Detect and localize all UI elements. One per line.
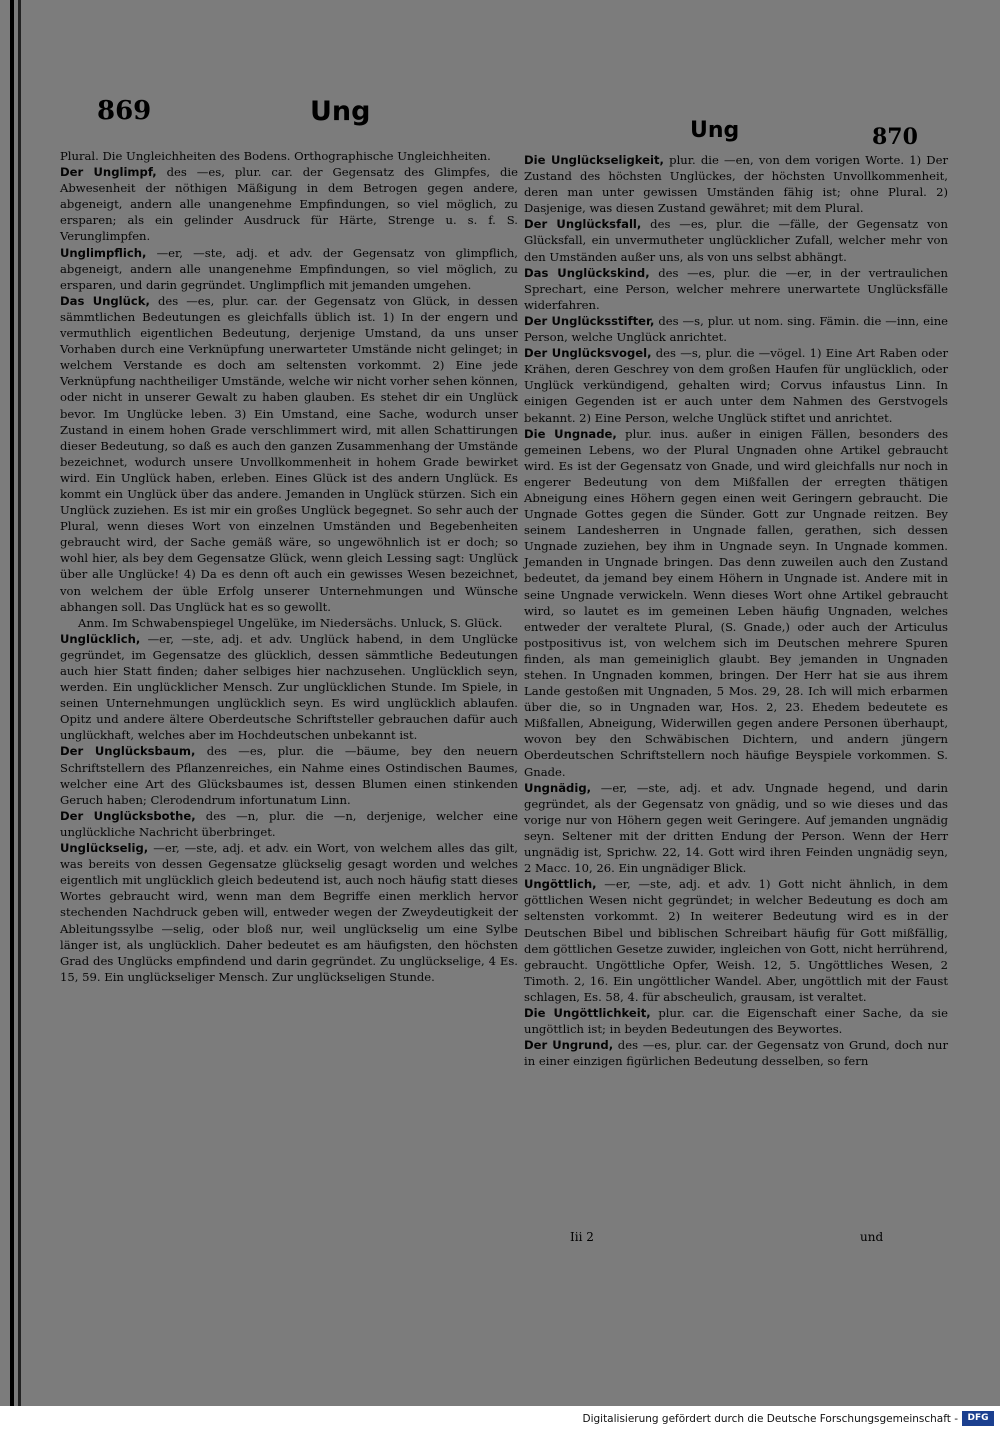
entry-text: des —es, plur. car. der Gegensatz von Glück, in dessen sämmtlichen Bedeutungen es gleichfalls üblich ist. 1) In der engern und vermuthlich eigentlichen Bedeutung, derjenige Umstand, da uns unser Vorhaben durch eine Verknüpfung unerwarteter Umstände nicht gelinget; in welchem Verstande es doch am seltensten vorkommt. 2) Eine jede Verknüpfung nachtheiliger Umstände, welche wir nicht vorher sehen können, oder nicht in unserer Gewalt zu haben glauben. Es stehet dir ein Unglück bevor. Im Unglücke leben. 3) Ein Umstand, eine Sache, wodurch unser Zustand in einem hohen Grade verschlimmert wird, mit allen Schattirungen dieser Bedeutung, so daß es auch den ganzen Zusammenhang der Umstände bezeichnet, wodurch unsere Unvollkommenheit in hohem Grade bewirket wird. Ein Unglück haben, erleben. Eines Glück ist des andern Unglück. Es kommt ein Unglück über das andere. Jemanden in Unglück stürzen. Sich ein Unglück zuziehen. Es ist mir ein großes Unglück begegnet. So sehr auch der Plural, wenn dieses Wort von einzelnen Umständen und Begebenheiten gebraucht wird, der Sache gemäß wäre, so ungewöhnlich ist er doch; so wohl hier, als bey dem Gegensatze Glück, wenn gleich Lessing sagt: Unglück über alle Unglücke! 4) Da es denn oft auch ein gewisses Wesen bezeichnet, von welchem der üble Erfolg unserer Unternehmungen und Wünsche abhangen soll. Das Unglück hat es so gewollt. bbox=[60, 293, 519, 614]
right-column bbox=[524, 152, 948, 1069]
entry-text: des —es, plur. die —er, in der vertraulichen Sprechart, eine Person, welcher mehrere unerwartete Unglücksfälle widerfahren. bbox=[524, 265, 948, 312]
entry-headword: Ungöttlich, bbox=[524, 877, 597, 892]
entry-headword: Der Ungrund, bbox=[524, 1038, 614, 1053]
entry-text: —er, —ste, adj. et adv. ein Wort, von welchem alles das gilt, was bereits von dessen Gegensatze glückselig gesagt worden und welches eigentlich mit unglücklich gleich bedeutend ist, auch noch häufig statt dieses Wortes gebraucht wird, wenn man dem Begriffe einen merklich hervor stechenden Nachdruck geben will, entweder wegen der Zweydeutigkeit der Ableitungssylbe —selig, oder bloß nur, weil unglückselig um eine Sylbe länger ist, als unglücklich. Daher bedeutet es am häufigsten, den höchsten Grad des Unglücks empfindend und darin gegründet. Zu unglückselige, 4 Es. 15, 59. Ein unglückseliger Mensch. Zur unglückseligen Stunde. bbox=[60, 841, 518, 984]
entry-text: des —es, plur. car. der Gegensatz des Glimpfes, die Abwesenheit der nöthigen Mäßigung in dem Betrogen gegen andere, abgeneigt, andern alle unangenehme Empfindungen, so viel möglich, zu ersparen; als ein gelinder Ausdruck für Härte, Strenge u. s. f. S. Verunglimpfen. bbox=[60, 165, 518, 244]
dictionary-entry bbox=[60, 293, 518, 615]
dictionary-entry bbox=[60, 840, 518, 985]
entry-text: —er, —ste, adj. et adv. Ungnade hegend, und darin gegründet, als der Gegensatz von gnädig, und so wie dieses und das vorige nur von Höhern gegen weit Geringere. Auf jemanden ungnädig seyn. Seltener mit der dritten Endung der Person. Wenn der Herr ungnädig ist, Sprichw. 22, 14. Gott wird ihren Feinden ungnädig seyn, 2 Macc. 10, 26. Ein ungnädiger Blick. bbox=[524, 780, 948, 876]
entry-text: Anm. Im Schwabenspiegel Ungelüke, im Niedersächs. Unluck, S. Glück. bbox=[78, 615, 503, 630]
left-page-number: 869 bbox=[97, 96, 152, 126]
dictionary-entry bbox=[60, 743, 518, 807]
entry-text: plur. inus. außer in einigen Fällen, besonders des gemeinen Lebens, wo der Plural Ungnaden ohne Artikel gebraucht wird. Es ist der Gegensatz von Gnade, und wird gleichfalls nur noch in engerer Bedeutung von dem Mißfallen der erregten thätigen Abneigung eines Höhern gegen einen weit Geringern gebraucht. Die Ungnade Gottes gegen die Sünder. Gott zur Ungnade reitzen. Bey seinem Landesherren in Ungnade fallen, gerathen, sich dessen Ungnade zuziehen, bey ihm in Ungnade seyn. In Ungnade kommen. Jemanden in Ungnade bringen. Das denn zuweilen auch den Zustand bedeutet, da jemand bey einem Höhern in Ungnade ist. Andere mit in seine Ungnade verwickeln. Wenn dieses Wort ohne Artikel gebraucht wird, so lautet es im gemeinen Leben häufig Ungnaden, welches entweder der veraltete Plural, (S. Gnade,) oder auch der Articulus postpositivus ist, von welchem sich im Deutschen mehrere Spuren finden, als man gemeiniglich glaubt. Bey jemanden in Ungnaden stehen. In Ungnaden kommen, bringen. Der Herr hat sie aus ihrem Lande gestoßen mit Ungnaden, 5 Mos. 29, 28. Ich will mich erbarmen über die, so in Ungnaden war, Hos. 2, 23. Ehedem bedeutete es Mißfallen, Abneigung, Widerwillen gegen andere Personen überhaupt, wovon bey den Schwäbischen Dichtern, und andern jüngern Oberdeutschen Schriftstellern noch häufige Beyspiele vorkommen. S. Gnade. bbox=[524, 426, 949, 779]
catchword: und bbox=[860, 1230, 884, 1244]
page-edge-shadow bbox=[18, 0, 21, 1406]
dictionary-entry bbox=[60, 615, 518, 631]
entry-headword: Die Ungnade, bbox=[524, 426, 617, 441]
entry-text: Plural. Die Ungleichheiten des Bodens. Orthographische Ungleichheiten. bbox=[60, 149, 491, 163]
entry-text: des —s, plur. die —vögel. 1) Eine Art Raben oder Krähen, deren Geschrey von dem großen Haufen für unglücklich, oder Unglück verkündigend, gehalten wird; Corvus infaustus Linn. In einigen Gegenden ist er auch unter dem Nahmen des Gerstvogels bekannt. 2) Eine Person, welche Unglück stiftet und anrichtet. bbox=[524, 346, 949, 425]
page-edge bbox=[10, 0, 14, 1406]
dictionary-entry bbox=[524, 216, 948, 264]
entry-text: des —s, plur. ut nom. sing. Fämin. die —inn, eine Person, welche Unglück anrichtet. bbox=[524, 313, 949, 345]
dictionary-entry bbox=[524, 780, 948, 877]
entry-headword: Die Unglückseligkeit, bbox=[524, 153, 664, 167]
entry-text: des —es, plur. car. der Gegensatz von Grund, doch nur in einer einzigen figürlichen Bedeutung desselben, so fern bbox=[524, 1038, 949, 1069]
right-running-head: Ung bbox=[690, 118, 740, 143]
signature-mark: Iii 2 bbox=[570, 1230, 594, 1244]
dictionary-entry bbox=[60, 808, 518, 840]
entry-text: —er, —ste, adj. et adv. Unglück habend, in dem Unglücke gegründet, im Gegensatze des glücklich, dessen sämmtliche Bedeutungen auch hier Statt finden; daher selbiges hier nachzusehen. Unglücklich seyn, werden. Ein unglücklicher Mensch. Zur unglücklichen Stunde. Im Spiele, in seinen Unternehmungen unglücklich seyn. Es wird unglücklich ablaufen. Opitz und andere ältere Oberdeutsche Schriftsteller gebrauchen dafür auch unglückhaft, welches aber im Hochdeutschen unbekannt ist. bbox=[60, 631, 519, 743]
dictionary-entry bbox=[524, 345, 948, 425]
right-page-number: 870 bbox=[872, 124, 918, 150]
footer-bar bbox=[0, 1406, 1000, 1432]
entry-text: —er, —ste, adj. et adv. der Gegensatz von glimpflich, abgeneigt, andern alle unangenehme Empfindungen, so viel möglich, zu ersparen, und darin gegründet. Unglimpflich mit jemanden umgehen. bbox=[60, 245, 518, 292]
left-running-head: Ung bbox=[310, 96, 371, 127]
entry-headword: Unglückselig, bbox=[60, 841, 149, 856]
entry-text: des —es, plur. die —bäume, bey den neuern Schriftstellern des Pflanzenreiches, ein Nahme eines Ostindischen Baumes, welcher eine Art des Glücksbaumes ist, dessen Blumen einen stinkenden Geruch haben; Clerodendrum infortunatum Linn. bbox=[60, 744, 519, 807]
funding-notice: Digitalisierung gefördert durch die Deutsche Forschungsgemeinschaft - bbox=[582, 1413, 958, 1425]
dictionary-entry bbox=[524, 1005, 948, 1037]
dictionary-entry bbox=[60, 148, 518, 164]
entry-text: des —n, plur. die —n, derjenige, welcher eine unglückliche Nachricht überbringet. bbox=[60, 808, 518, 839]
entry-headword: Der Unglücksfall, bbox=[524, 217, 642, 232]
dictionary-entry bbox=[524, 426, 948, 780]
entry-headword: Die Ungöttlichkeit, bbox=[524, 1005, 651, 1020]
dictionary-entry bbox=[60, 631, 518, 744]
entry-headword: Der Unglimpf, bbox=[60, 165, 157, 180]
entry-headword: Das Unglück, bbox=[60, 293, 150, 308]
entry-text: —er, —ste, adj. et adv. 1) Gott nicht ähnlich, in dem göttlichen Wesen nicht gegründet; in welcher Bedeutung es doch am seltensten vorkommt. 2) In weiterer Bedeutung wird es in der Deutschen Bibel und biblischen Schreibart häufig für Gott mißfällig, dem göttlichen Gesetze zuwider, ingleichen von Gott, nicht herrührend, gebraucht. Ungöttliche Opfer, Weish. 12, 5. Ungöttliches Wesen, 2 Timoth. 2, 16. Ein ungöttlicher Wandel. Aber, ungöttlich mit der Faust schlagen, Es. 58, 4. für abscheulich, grausam, ist veraltet. bbox=[524, 877, 948, 1004]
dictionary-entry bbox=[524, 1037, 948, 1069]
entry-headword: Das Unglückskind, bbox=[524, 265, 650, 280]
entry-headword: Der Unglücksvogel, bbox=[524, 346, 652, 361]
entry-headword: Der Unglücksstifter, bbox=[524, 313, 655, 328]
entry-text: plur. car. die Eigenschaft einer Sache, da sie ungöttlich ist; in beyden Bedeutungen des Beywortes. bbox=[524, 1005, 948, 1037]
dictionary-entry bbox=[60, 245, 518, 293]
dictionary-entry bbox=[524, 152, 948, 216]
left-column bbox=[60, 148, 518, 985]
dictionary-entry bbox=[524, 876, 948, 1005]
dictionary-entry bbox=[60, 164, 518, 244]
entry-headword: Unglimpflich, bbox=[60, 245, 147, 260]
entry-headword: Der Unglücksbothe, bbox=[60, 808, 196, 823]
dictionary-entry bbox=[524, 313, 948, 345]
entry-text: des —es, plur. die —fälle, der Gegensatz von Glücksfall, ein unvermutheter unglücklicher Zufall, welcher mehr von den Umständen außer uns, als von uns selbst abhängt. bbox=[524, 217, 949, 264]
dfg-logo: DFG bbox=[962, 1411, 994, 1426]
entry-headword: Ungnädig, bbox=[524, 780, 592, 795]
dictionary-entry bbox=[524, 265, 948, 313]
entry-headword: Unglücklich, bbox=[60, 631, 141, 646]
entry-headword: Der Unglücksbaum, bbox=[60, 744, 196, 759]
entry-text: plur. die —en, von dem vorigen Worte. 1) Der Zustand des höchsten Unglückes, der höchsten Unvollkommenheit, deren man unter gewissen Umständen fähig ist; ohne Plural. 2) Dasjenige, was diesen Zustand gewähret; mit dem Plural. bbox=[524, 153, 949, 216]
